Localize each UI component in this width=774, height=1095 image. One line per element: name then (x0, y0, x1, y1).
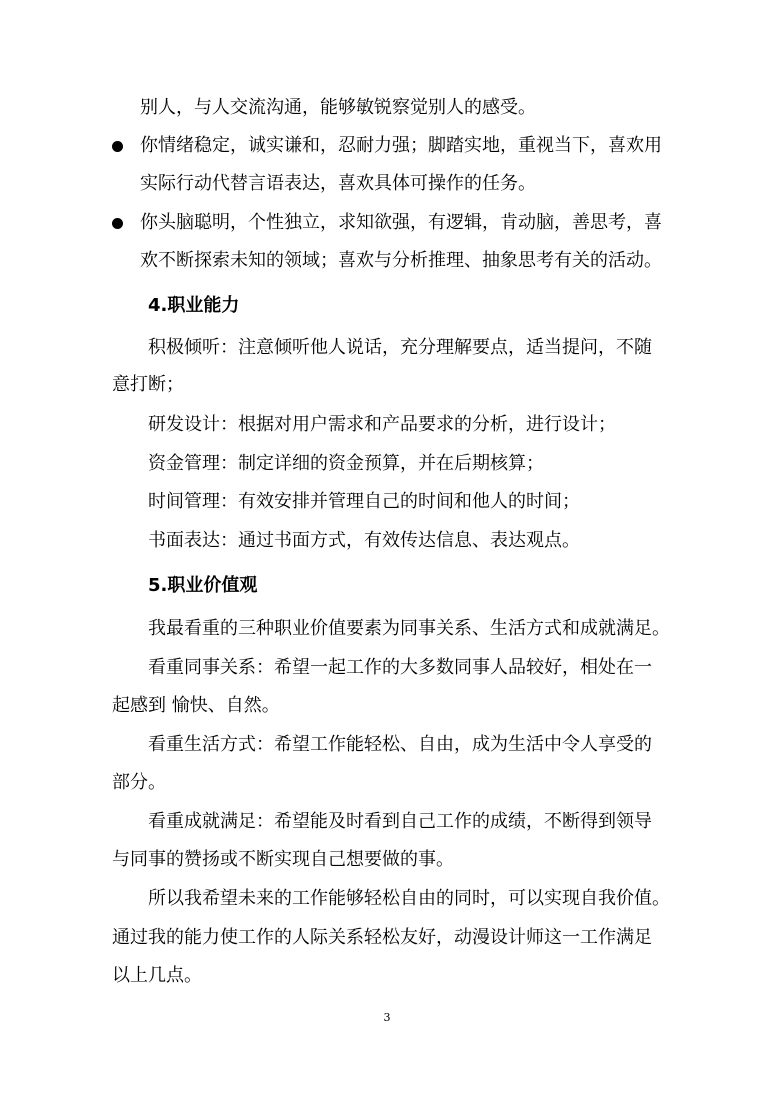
ability-1-line-1: 积极倾听：注意倾听他人说话，充分理解要点，适当提问，不随 (148, 337, 652, 358)
values-para-1: 我最看重的三种职业价值要素为同事关系、生活方式和成就满足。 (148, 618, 670, 639)
ability-4: 时间管理：有效安排并管理自己的时间和他人的时间； (148, 491, 580, 512)
bullet-dot-icon (112, 218, 123, 229)
values-para-4-line-2: 与同事的赞扬或不断实现自己想要做的事。 (112, 849, 454, 870)
values-para-3-line-1: 看重生活方式：希望工作能轻松、自由，成为生活中令人享受的 (148, 734, 652, 755)
page-number: 3 (383, 1011, 391, 1024)
values-para-2-line-2: 起感到 愉快、自然。 (112, 695, 280, 716)
values-para-5-line-1: 所以我希望未来的工作能够轻松自由的同时，可以实现自我价值。 (148, 888, 670, 909)
bullet-2-line-1: 你头脑聪明，个性独立，求知欲强，有逻辑，肯动脑，善思考，喜 (140, 212, 662, 233)
bullet-2-line-2: 欢不断探索未知的领域；喜欢与分析推理、抽象思考有关的活动。 (140, 250, 662, 271)
ability-3: 资金管理：制定详细的资金预算，并在后期核算； (148, 453, 544, 474)
ability-5: 书面表达：通过书面方式，有效传达信息、表达观点。 (148, 530, 580, 551)
values-para-5-line-2: 通过我的能力使工作的人际关系轻松友好，动漫设计师这一工作满足 (112, 927, 652, 948)
ability-1-line-2: 意打断； (112, 374, 184, 395)
bullet-1-line-2: 实际行动代替言语表达，喜欢具体可操作的任务。 (140, 173, 536, 194)
values-para-3-line-2: 部分。 (112, 772, 166, 793)
continuation-line: 别人，与人交流沟通，能够敏锐察觉别人的感受。 (140, 97, 536, 118)
ability-2: 研发设计：根据对用户需求和产品要求的分析，进行设计； (148, 414, 616, 435)
values-para-2-line-1: 看重同事关系：希望一起工作的大多数同事人品较好，相处在一 (148, 657, 652, 678)
section-4-heading: 4.职业能力 (148, 295, 240, 316)
bullet-1-line-1: 你情绪稳定，诚实谦和，忍耐力强；脚踏实地，重视当下，喜欢用 (140, 135, 662, 156)
values-para-5-line-3: 以上几点。 (112, 965, 202, 986)
section-5-heading: 5.职业价值观 (148, 575, 258, 596)
bullet-dot-icon (112, 141, 123, 152)
values-para-4-line-1: 看重成就满足：希望能及时看到自己工作的成绩，不断得到领导 (148, 811, 652, 832)
